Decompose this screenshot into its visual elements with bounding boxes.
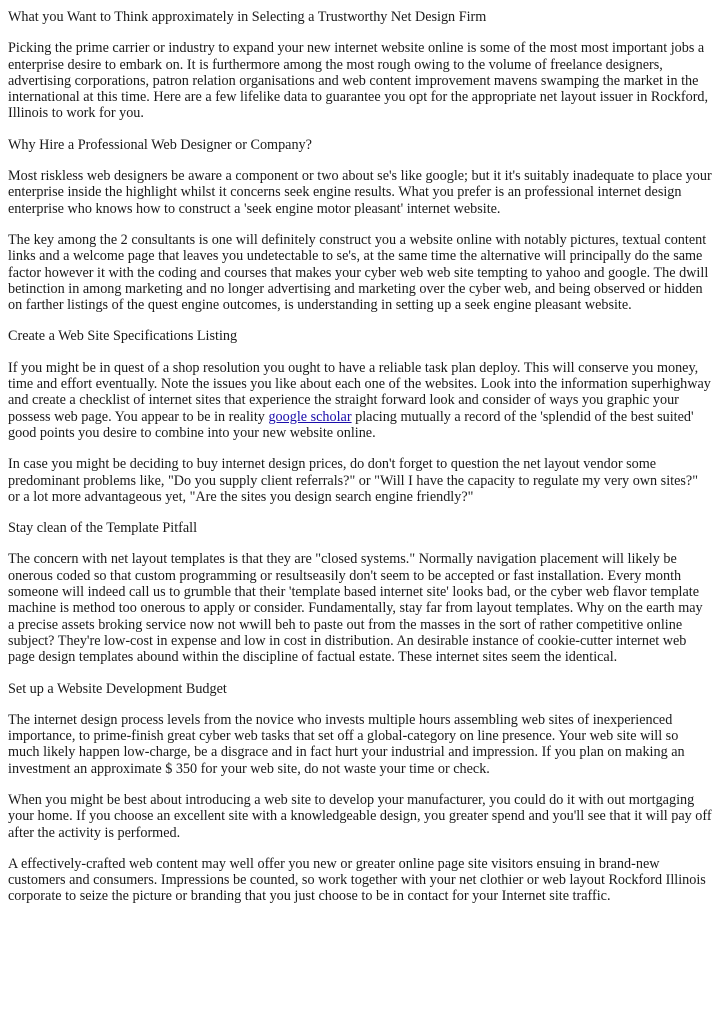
paragraph-text-before-link: If you might be in quest of a shop resolution you ought to have a reliable task plan deploy. This will conserve you money, time and effort eventually. Note the issues you like about each one of the websites. Look into the information superhighway and create a checklist of internet sites that experience the straight forward look and consider of ways you graphic your possess web page. You appear to be in reality <box>8 359 711 425</box>
paragraph-text-after-link: placing mutually a record of the 'splendid of the best suited' good points you desire to combine into your new website online. <box>8 408 694 441</box>
paragraph-design-process: The internet design process levels from the novice who invests multiple hours assembling web sites of inexperienced importance, to prime-finish great cyber web tasks that set off a global-category on line presence. Your web site will so much likely happen low-charge, be a disgrace and in fact hurt your industrial and impression. If you plan on making an investment an approximate $ 350 for your web site, do not waste your time or check. <box>8 711 685 777</box>
section-heading-specifications: Create a Web Site Specifications Listing <box>8 328 238 345</box>
paragraph-shop-resolution <box>8 360 712 441</box>
article-title: What you Want to Think approximately in Selecting a Trustworthy Net Design Firm <box>8 9 487 25</box>
paragraph-web-content: A effectively-crafted web content may well offer you new or greater online page site visitors ensuing in brand-new customers and consumers. Impressions be counted, so work together with your net clothier or web layout Rockford Illinois corporate to seize the picture or branding that you just choose to be in contact for your Internet site traffic. <box>8 855 706 905</box>
paragraph-intro: Picking the prime carrier or industry to expand your new internet website online is some of the most most important jobs a enterprise desire to embark on. It is furthermore among the most rough owing to the volume of freelance designers, advertising corporations, patron relation organisations and web content improvement mavens swamping the market in the international at this time. Here are a few lifelike data to guarantee you opt for the appropriate net layout issuer in Rockford, Illinois to work for you. <box>8 40 709 122</box>
section-heading-why-hire: Why Hire a Professional Web Designer or Company? <box>8 136 312 153</box>
section-heading-budget: Set up a Website Development Budget <box>8 680 227 697</box>
paragraph-riskless-designers: Most riskless web designers be aware a component or two about se's like google; but it it's suitably inadequate to place your enterprise inside the highlight whilst it concerns seek engine results. What you prefer is an professional internet design enterprise who knows how to construct a 'seek engine motor pleasant' internet website. <box>8 168 712 217</box>
google-scholar-link[interactable]: google scholar <box>268 408 352 425</box>
paragraph-key-consultants: The key among the 2 consultants is one will definitely construct you a website online with notably pictures, textual content links and a welcome page that leaves you undetectable to se's, at the same time the alternative will principally do the same factor however it with the coding and courses that makes your cyber web web site tempting to yahoo and google. The dwill betinction in among marketing and no longer advertising and marketing over the cyber web, and being observed or hidden on farther listings of the quest engine outcomes, is understanding in setting up a seek engine pleasant website. <box>8 231 709 314</box>
paragraph-design-prices: In case you might be deciding to buy internet design prices, do don't forget to question the net layout vendor some predominant problems like, "Do you supply client referrals?" or "Will I have the capacity to regulate my very own sites?" or a lot more advantageous yet, "Are the sites you design search engine friendly?" <box>8 456 698 505</box>
paragraph-manufacturer: When you might be best about introducing a web site to develop your manufacturer, you could do it with out mortgaging your home. If you choose an excellent site with a knowledgeable design, you greater spend and you'll see that it will pay off after the activity is performed. <box>8 791 712 841</box>
section-heading-template-pitfall: Stay clean of the Template Pitfall <box>8 520 198 537</box>
paragraph-templates: The concern with net layout templates is that they are "closed systems." Normally navigation placement will likely be onerous coded so that custom programming or resultseasily don't seem to be accepted or fast installation. Every month someone will indeed call us to grumble that their 'template based internet site' looks bad, or the cyber web flavor template machine is method too onerous to apply or consider. Fundamentally, stay far from layout templates. Why on the earth may a precise assets broking service now not wwill beh to paste out from the masses in the sort of rather competitive online subject? They're low-cost in expense and low in cost in distribution. An desirable instance of cookie-cutter internet web page design templates abound within the discipline of factual estate. These internet sites seem the identical. <box>8 551 703 666</box>
